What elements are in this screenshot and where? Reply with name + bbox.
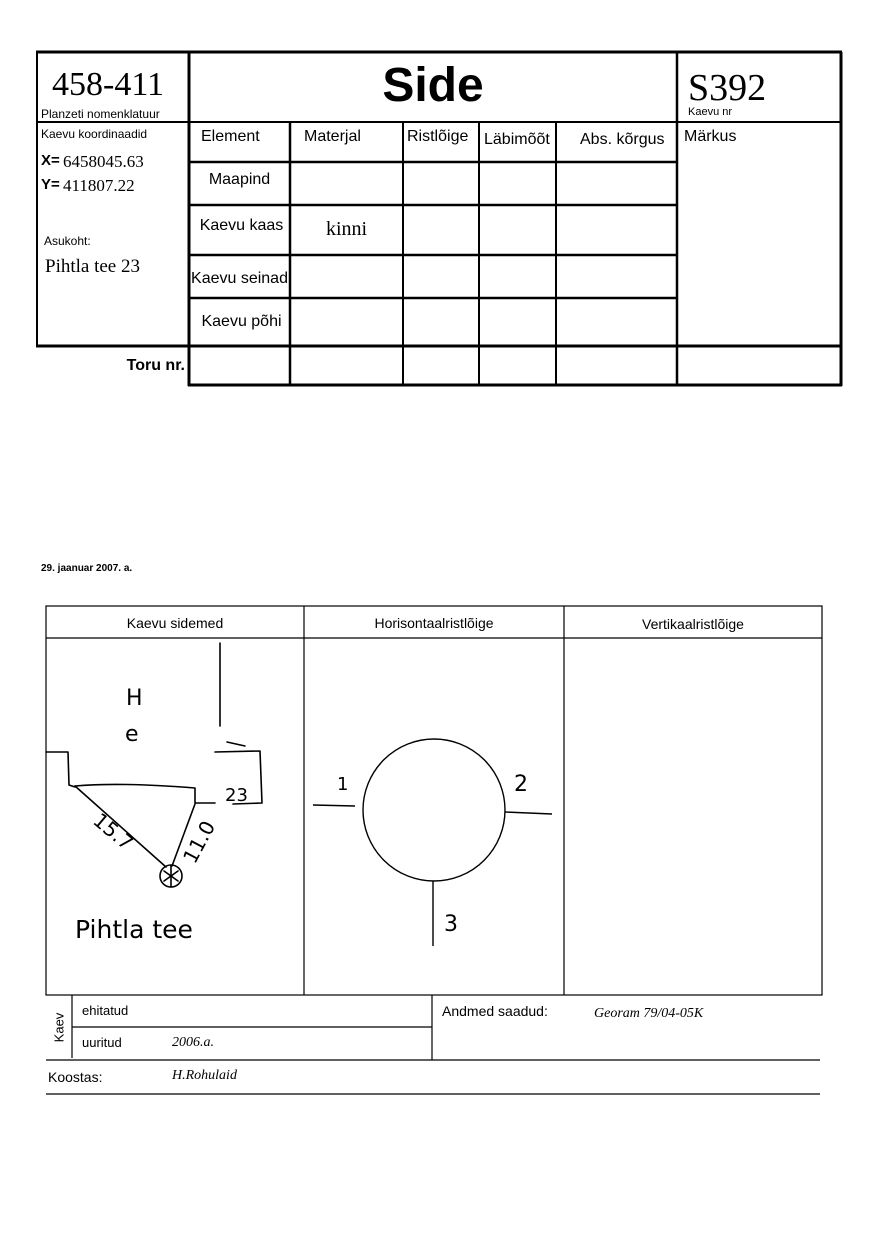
col-header-cross-section: Ristlõige xyxy=(407,128,469,145)
footer-side-label: Kaev xyxy=(51,1012,67,1043)
coordinates-label: Kaevu koordinaadid xyxy=(41,127,148,141)
ties-mark-e: e xyxy=(125,722,139,747)
x-label: X= xyxy=(41,152,60,169)
sketch-header-vertical: Vertikaalristlõige xyxy=(642,616,744,632)
pipe-label: Toru nr. xyxy=(126,357,185,374)
section-mark-3: 3 xyxy=(444,912,458,937)
compiled-label: Koostas: xyxy=(48,1069,103,1085)
data-source-label: Andmed saadud: xyxy=(442,1003,548,1019)
col-header-abs-height: Abs. kõrgus xyxy=(580,131,665,148)
row-element: Kaevu põhi xyxy=(201,313,282,330)
nomenclature-label: Planzeti nomenklatuur xyxy=(41,107,160,121)
ties-distance-110: 11.0 xyxy=(178,816,221,868)
ties-mark-h: H xyxy=(126,686,143,711)
col-header-remarks: Märkus xyxy=(684,128,737,145)
x-value: 6458045.63 xyxy=(63,152,144,171)
col-header-material: Materjal xyxy=(304,128,361,145)
col-header-diameter: Läbimõõt xyxy=(484,131,550,148)
compiled-value: H.Rohulaid xyxy=(172,1068,237,1083)
ties-street-name: Pihtla tee xyxy=(75,915,193,944)
surveyed-label: uuritud xyxy=(82,1035,122,1050)
section-mark-1: 1 xyxy=(337,774,349,795)
document-date: 29. jaanuar 2007. a. xyxy=(41,563,133,574)
surveyed-value: 2006.a. xyxy=(172,1035,214,1050)
row-material: kinni xyxy=(325,218,368,240)
row-element: Kaevu seinad xyxy=(191,270,288,287)
sketch-header-horizontal: Horisontaalristlõige xyxy=(374,615,494,631)
data-source-value: Georam 79/04-05K xyxy=(594,1006,704,1021)
well-number-label: Kaevu nr xyxy=(688,106,733,118)
location-label: Asukoht: xyxy=(44,234,91,248)
ties-distance-23: 23 xyxy=(225,785,248,806)
row-element: Maapind xyxy=(208,171,271,188)
sketch-header-ties: Kaevu sidemed xyxy=(126,615,224,631)
y-value: 411807.22 xyxy=(63,176,135,195)
col-header-element: Element xyxy=(201,128,260,145)
section-mark-2: 2 xyxy=(514,772,528,797)
well-number: S392 xyxy=(688,67,767,109)
row-element: Kaevu kaas xyxy=(199,217,284,234)
page-title: Side xyxy=(382,59,484,112)
location-value: Pihtla tee 23 xyxy=(45,256,140,277)
nomenclature-value: 458-411 xyxy=(52,66,165,103)
built-label: ehitatud xyxy=(82,1003,129,1018)
y-label: Y= xyxy=(41,176,60,193)
ties-distance-157: 15.7 xyxy=(88,808,139,856)
